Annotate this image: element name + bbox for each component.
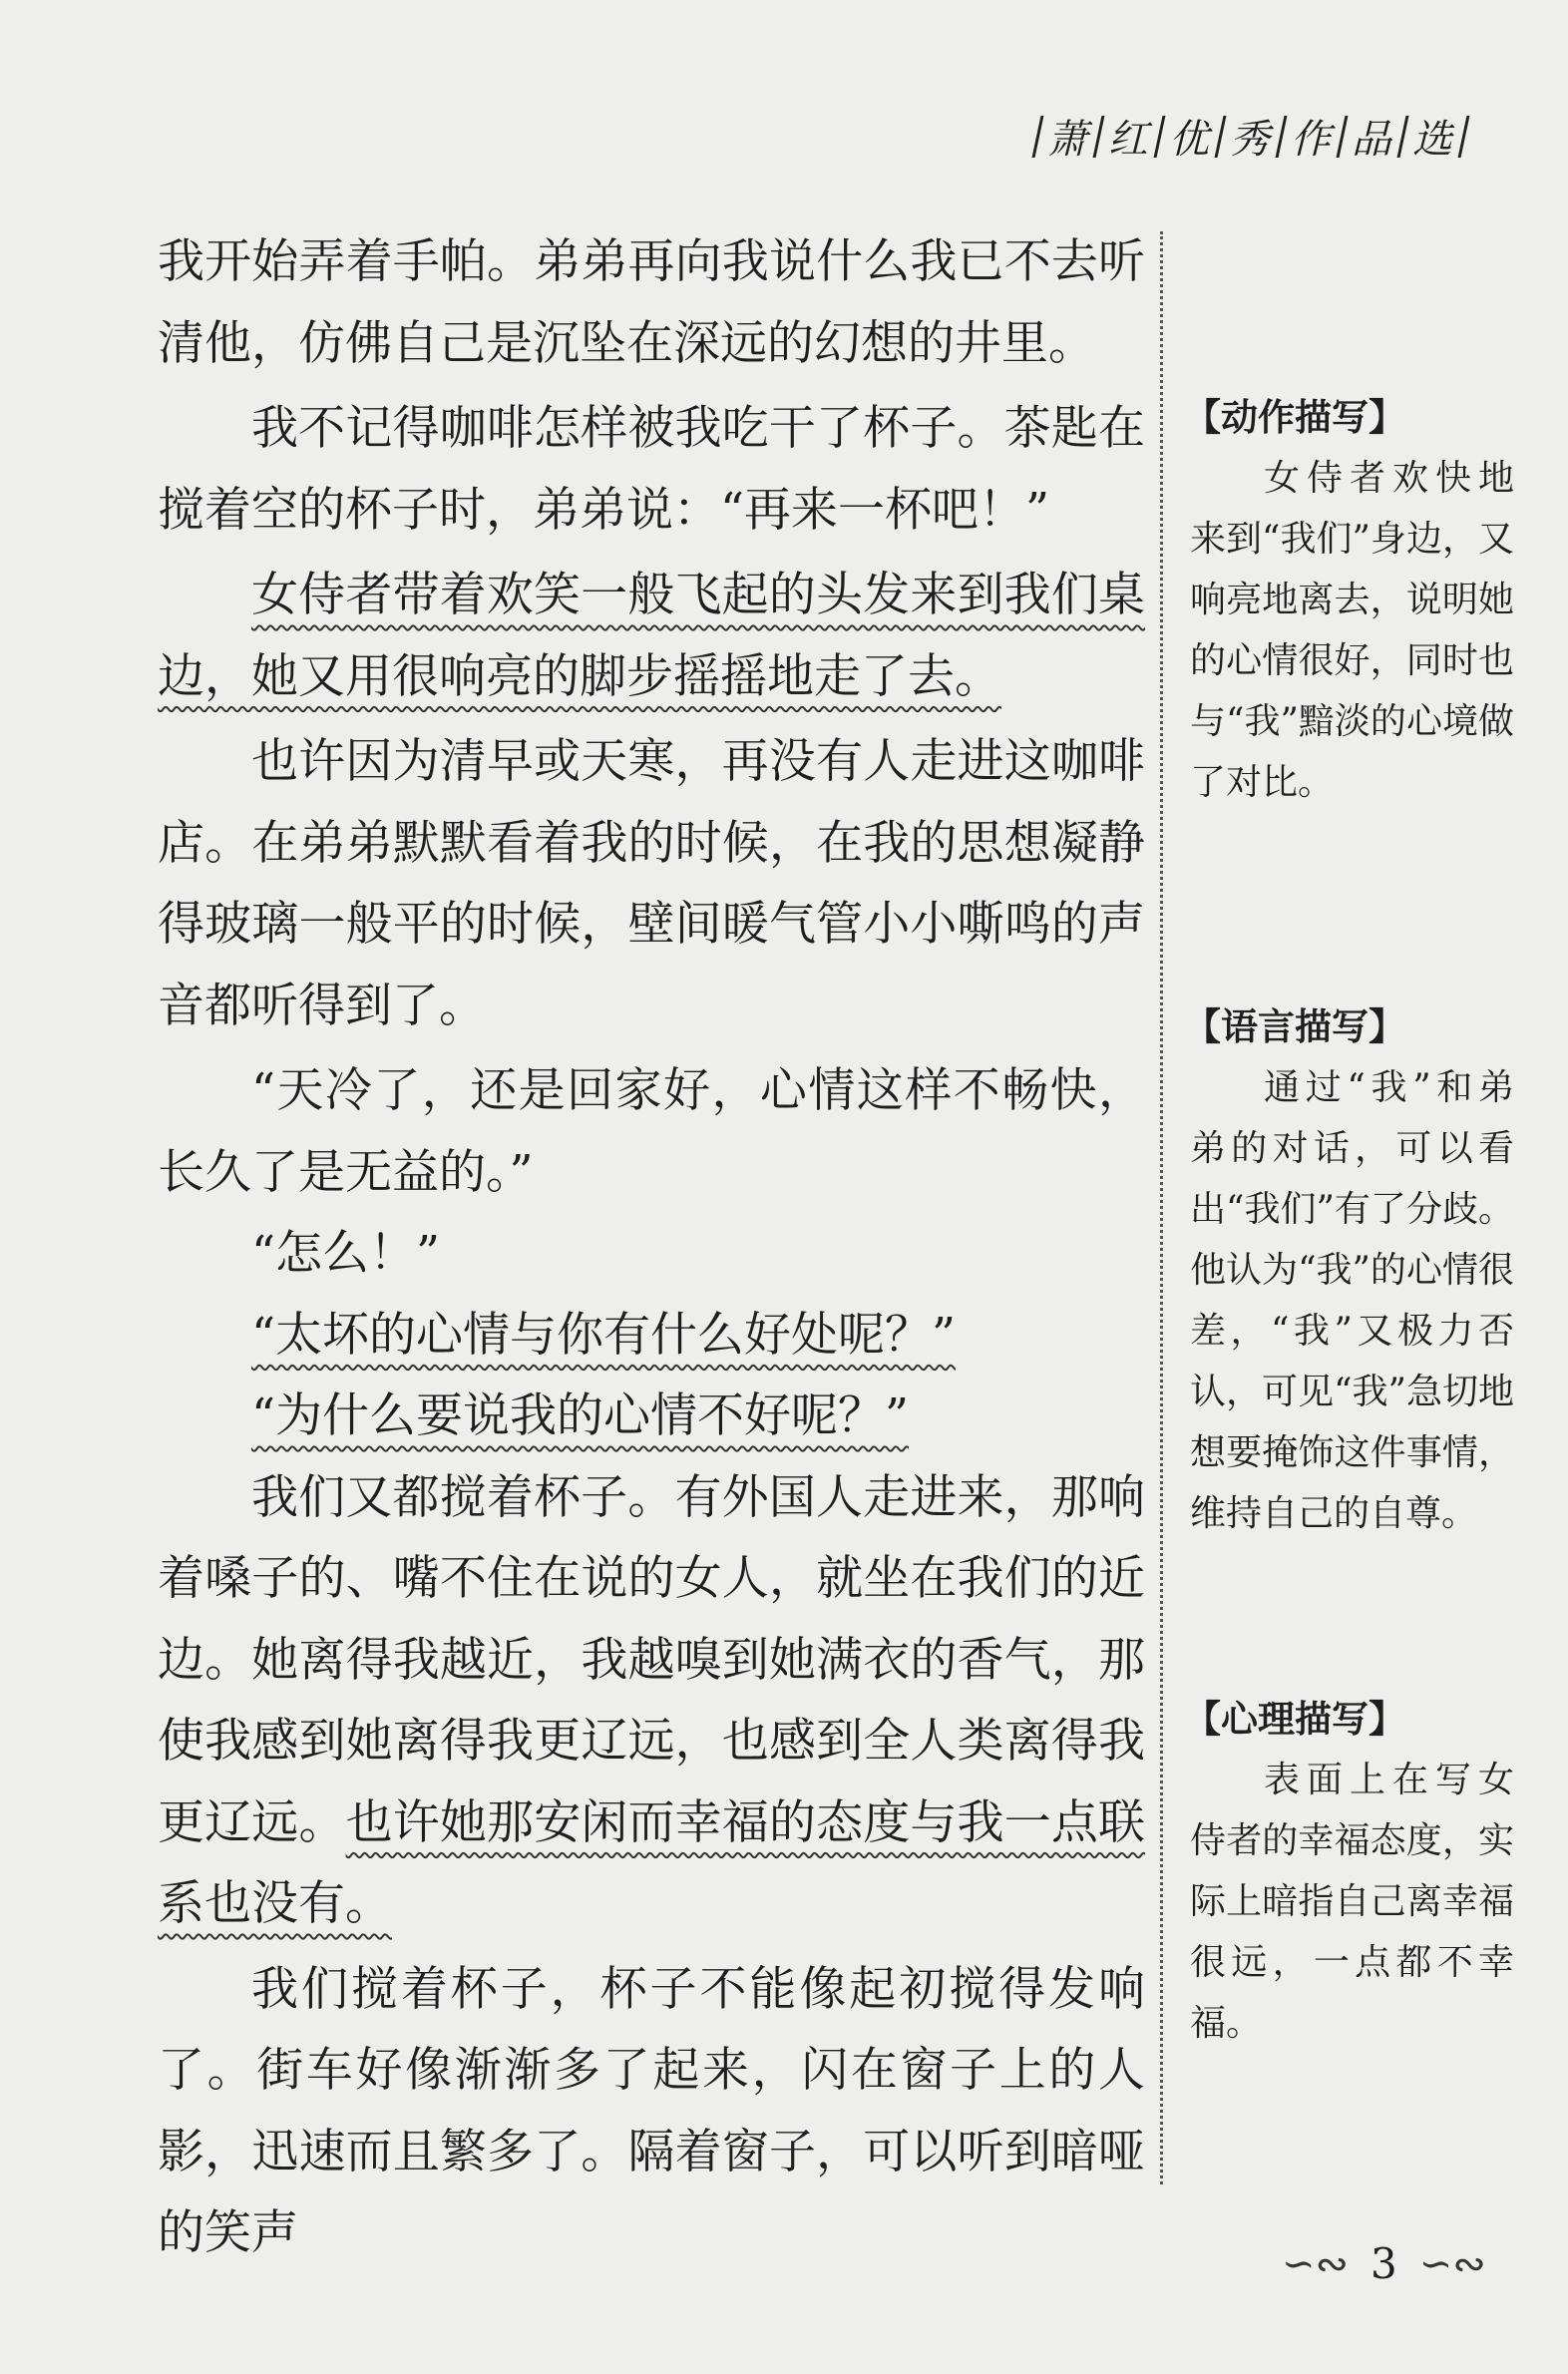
header-char: 品 bbox=[1352, 117, 1393, 163]
header-char: 优 bbox=[1169, 117, 1211, 163]
wavy-underlined-text: “太坏的心情与你有什么好处呢？” bbox=[251, 1307, 957, 1363]
annotation-body: 表面上在写女侍者的幸福态度，实际上暗指自己离幸福很远，一点都不幸福。 bbox=[1190, 1760, 1514, 2044]
paragraph bbox=[158, 555, 1145, 717]
annotation-tag: 【动作描写】 bbox=[1184, 396, 1405, 439]
paragraph: 也许因为清早或天寒，再没有人走进这咖啡店。在弟弟默默看着我的时候，在我的思想凝静得玻璃一般平的时候，壁间暖气管小小嘶鸣的声音都听得到了。 bbox=[158, 734, 1145, 1033]
annotation-speech bbox=[1184, 996, 1514, 1544]
header-char: 秀 bbox=[1230, 117, 1272, 163]
dialogue-line: “天冷了，还是回家好，心情这样不畅快，长久了是无益的。” bbox=[158, 1063, 1145, 1200]
running-header bbox=[1028, 108, 1473, 165]
left-ornament-icon: ∽∾ bbox=[1282, 2240, 1350, 2287]
dialogue-line bbox=[158, 1376, 1145, 1457]
header-char: 选 bbox=[1412, 117, 1454, 163]
paragraph: 我们搅着杯子，杯子不能像起初搅得发响了。街车好像渐渐多了起来，闪在窗子上的人影，迅速而且繁多了。隔着窗子，可以听到暗哑的笑声 bbox=[158, 1961, 1145, 2260]
page-number: 3 bbox=[1371, 2239, 1397, 2288]
paragraph: 我不记得咖啡怎样被我吃干了杯子。茶匙在搅着空的杯子时，弟弟说：“再来一杯吧！” bbox=[158, 401, 1145, 538]
header-char: 红 bbox=[1108, 117, 1150, 163]
dialogue-line bbox=[158, 1295, 1145, 1377]
paragraph bbox=[158, 1457, 1145, 1945]
dotted-separator bbox=[1160, 231, 1163, 2184]
header-char: 作 bbox=[1291, 117, 1333, 163]
dialogue-line: “怎么！” bbox=[251, 1226, 441, 1281]
annotation-tag: 【心理描写】 bbox=[1184, 1698, 1405, 1741]
right-ornament-icon: ∽∾ bbox=[1418, 2240, 1486, 2287]
annotation-psychology bbox=[1184, 1689, 1514, 2054]
header-char: 萧 bbox=[1047, 117, 1089, 163]
paragraph-text: 我们又都搅着杯子。有外国人走进来，那响着嗓子的、嘴不住在说的女人，就坐在我们的近边。她离得我越近，我越嗅到她满衣的香气，那使我感到她离得我更辽远，也感到全人类离得我更辽远。 bbox=[158, 1469, 1145, 1850]
page-footer bbox=[1282, 2239, 1486, 2288]
annotation-body: 通过“我”和弟弟的对话，可以看出“我们”有了分歧。他认为“我”的心情很差，“我”又极力否认，可见“我”急切地想要掩饰这件事情，维持自己的自尊。 bbox=[1190, 1067, 1514, 1534]
annotation-action bbox=[1184, 387, 1514, 813]
main-text bbox=[158, 221, 1145, 2274]
wavy-underlined-text: 女侍者带着欢笑一般飞起的头发来到我们桌边，她又用很响亮的脚步摇摇地走了去。 bbox=[158, 568, 1145, 704]
paragraph: 我开始弄着手帕。弟弟再向我说什么我已不去听清他，仿佛自己是沉坠在深远的幻想的井里。 bbox=[158, 234, 1145, 371]
wavy-underlined-text: “为什么要说我的心情不好呢？” bbox=[251, 1388, 910, 1443]
annotation-body: 女侍者欢快地来到“我们”身边，又响亮地离去，说明她的心情很好，同时也与“我”黯淡的心境做了对比。 bbox=[1190, 458, 1514, 803]
wavy-underlined-text: 也许她那安闲而幸福的态度与我一点联系也没有。 bbox=[158, 1794, 1146, 1931]
annotation-tag: 【语言描写】 bbox=[1184, 1005, 1405, 1048]
